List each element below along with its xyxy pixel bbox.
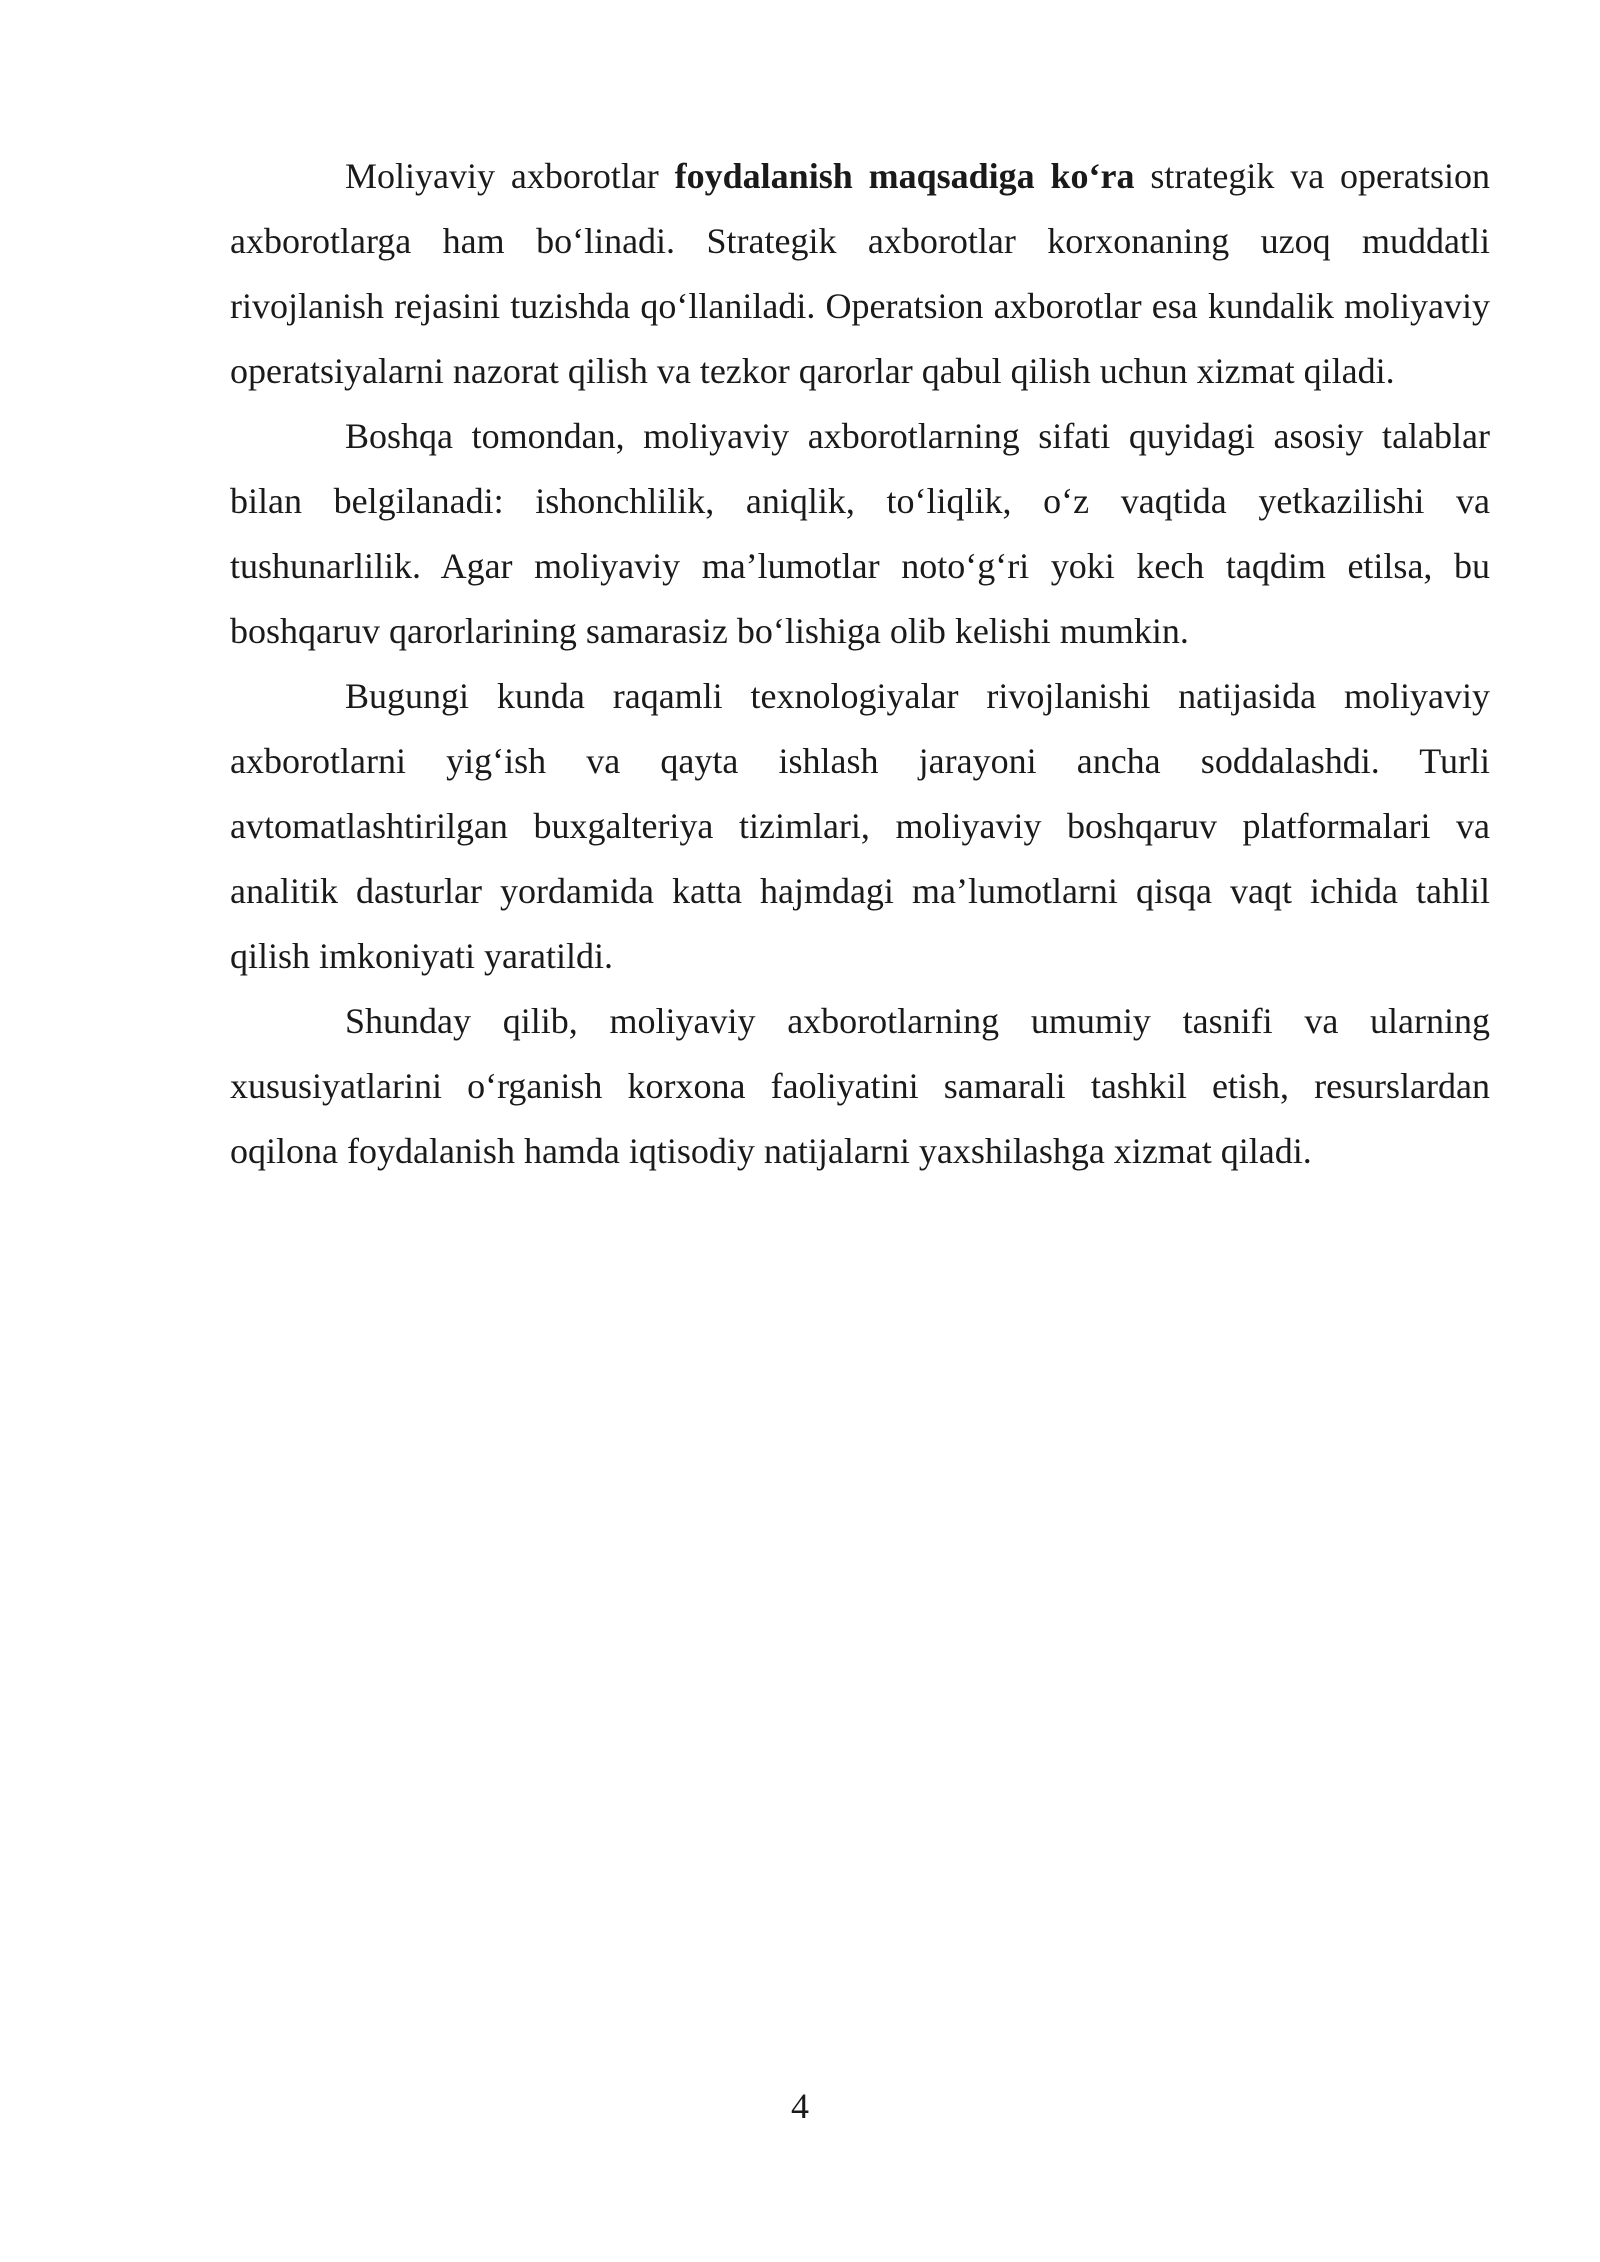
bold-phrase: foydalanish maqsadiga ko‘ra bbox=[674, 156, 1135, 196]
page-number: 4 bbox=[791, 2086, 809, 2126]
paragraph-quality-requirements: Boshqa tomondan, moliyaviy axborotlarning sifati quyidagi asosiy talablar bilan belgilanadi: ishonchlilik, aniqlik, to‘liqlik, o‘z vaqtida yetkazilishi va tushunarlilik. Agar moliyaviy ma’lumotlar noto‘g‘ri yoki kech taqdim etilsa, bu boshqaruv qarorlarining samarasiz bo‘lishiga olib kelishi mumkin. bbox=[230, 416, 1490, 651]
document-body bbox=[230, 144, 1490, 1184]
paragraph-digital-technologies: Bugungi kunda raqamli texnologiyalar rivojlanishi natijasida moliyaviy axborotlarni yig‘ish va qayta ishlash jarayoni ancha soddalashdi. Turli avtomatlashtirilgan buxgalteriya tizimlari, moliyaviy boshqaruv platformalari va analitik dasturlar yordamida katta hajmdagi ma’lumotlarni qisqa vaqt ichida tahlil qilish imkoniyati yaratildi. bbox=[230, 676, 1490, 976]
paragraph-financial-info-purpose bbox=[230, 144, 1490, 404]
paragraph-conclusion: Shunday qilib, moliyaviy axborotlarning umumiy tasnifi va ularning xususiyatlarini o‘rganish korxona faoliyatini samarali tashkil etish, resurslardan oqilona foydalanish hamda iqtisodiy natijalarni yaxshilashga xizmat qiladi. bbox=[230, 1001, 1490, 1171]
paragraph-text: strategik va operatsion axborotlarga ham bo‘linadi. Strategik axborotlar korxonaning uzoq muddatli rivojlanish rejasini tuzishda qo‘llaniladi. Operatsion axborotlar esa kundalik moliyaviy operatsiyalarni nazorat qilish va tezkor qarorlar qabul qilish uchun xizmat qiladi. bbox=[230, 156, 1490, 391]
paragraph-text: Moliyaviy axborotlar bbox=[345, 156, 675, 196]
